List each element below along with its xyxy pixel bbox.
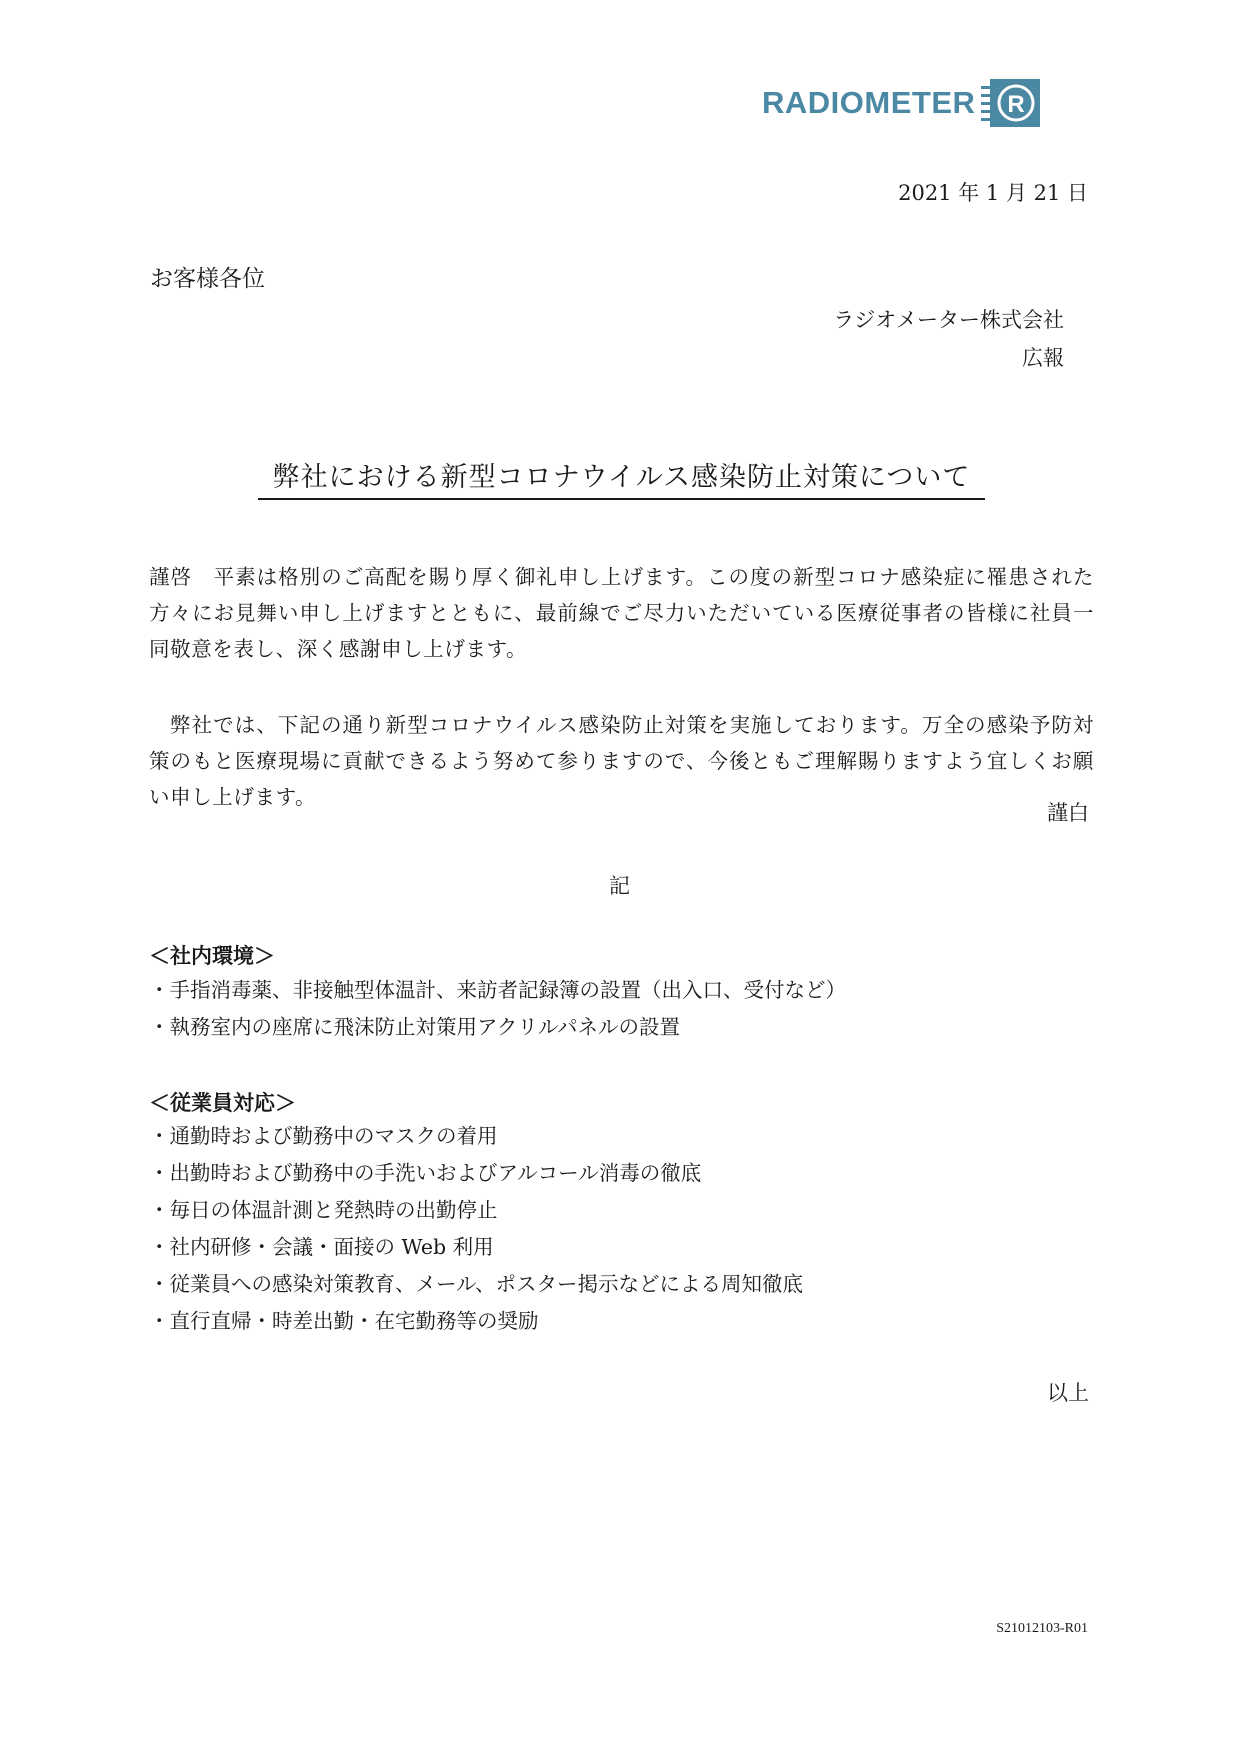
closing-phrase: 謹白	[1047, 801, 1089, 825]
office-measures-list	[149, 972, 846, 1046]
employee-measures-list	[149, 1118, 803, 1340]
list-item: ・社内研修・会議・面接の Web 利用	[149, 1235, 494, 1259]
list-item: ・手指消毒薬、非接触型体温計、来訪者記録簿の設置（出入口、受付など）	[149, 978, 846, 1002]
list-item: ・執務室内の座席に飛沫防止対策用アクリルパネルの設置	[149, 1015, 680, 1039]
addressee: お客様各位	[150, 266, 265, 292]
logo-mark-letter: R	[1007, 91, 1026, 118]
letter-date: 2021 年 1 月 21 日	[898, 181, 1088, 205]
ki-heading: 記	[609, 874, 630, 898]
list-item: ・従業員への感染対策教育、メール、ポスター掲示などによる周知徹底	[149, 1272, 803, 1296]
sender-company: ラジオメーター株式会社	[833, 308, 1064, 332]
end-mark: 以上	[1047, 1381, 1089, 1405]
sender-department: 広報	[1022, 346, 1064, 370]
list-item: ・直行直帰・時差出勤・在宅勤務等の奨励	[149, 1309, 539, 1333]
section-heading-office: ＜社内環境＞	[149, 944, 275, 968]
list-item: ・通勤時および勤務中のマスクの着用	[149, 1124, 498, 1148]
logo-wordmark: RADIOMETER	[762, 85, 976, 120]
company-logo	[762, 78, 1041, 128]
document-number: S21012103-R01	[996, 1621, 1088, 1636]
section-heading-employees: ＜従業員対応＞	[149, 1091, 296, 1115]
list-item: ・出勤時および勤務中の手洗いおよびアルコール消毒の徹底	[149, 1161, 702, 1185]
list-item: ・毎日の体温計測と発熱時の出勤停止	[149, 1198, 498, 1222]
document-title: 弊社における新型コロナウイルス感染防止対策について	[258, 455, 985, 500]
opening-paragraph: 謹啓 平素は格別のご高配を賜り厚く御礼申し上げます。この度の新型コロナ感染症に罹患された方々にお見舞い申し上げますとともに、最前線でご尽力いただいている医療従事者の皆様に社員一同敬意を表し、深く感謝申し上げます。	[149, 564, 1094, 661]
radiometer-logo-icon	[981, 78, 1041, 128]
measures-paragraph: 弊社では、下記の通り新型コロナウイルス感染防止対策を実施しております。万全の感染予防対策のもと医療現場に貢献できるよう努めて参りますので、今後ともご理解賜りますよう宜しくお願い申し上げます。	[149, 712, 1094, 809]
